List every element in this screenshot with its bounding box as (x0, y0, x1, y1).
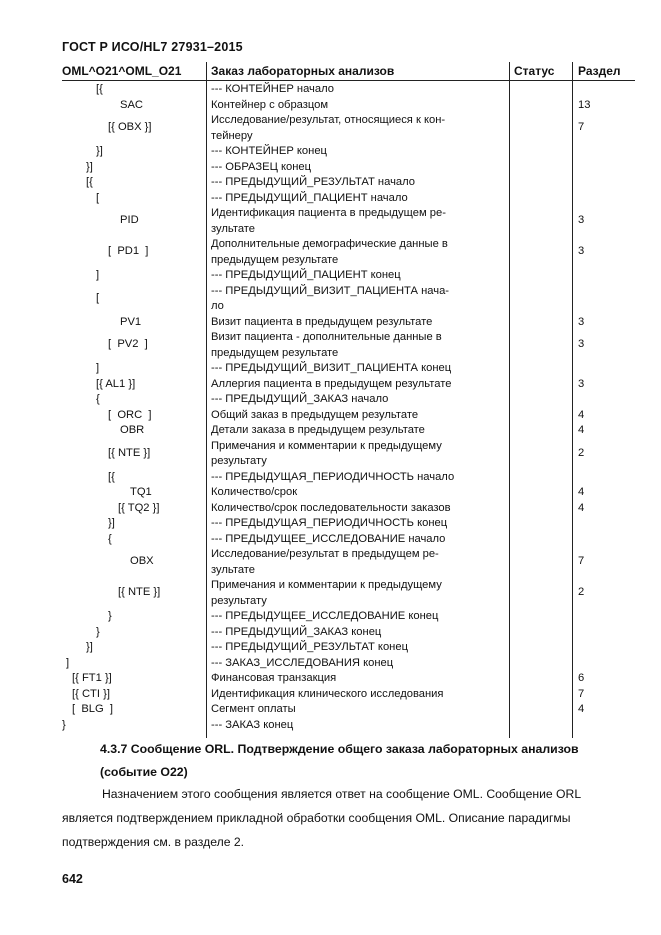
segment-cell: OBR (120, 424, 145, 436)
section-heading-line: 4.3.7 Сообщение ORL. Подтверждение общего заказа лабораторных анализов (100, 742, 579, 756)
message-structure-table (62, 62, 635, 731)
description-cell: --- ЗАКАЗ конец (211, 718, 294, 731)
document-header: ГОСТ Р ИСО/HL7 27931–2015 (62, 40, 243, 54)
segment-cell: [ PV2 ] (108, 338, 148, 350)
description-cell: --- ПРЕДЫДУЩЕЕ_ИССЛЕДОВАНИЕ конец (211, 610, 439, 622)
table-row (62, 377, 635, 393)
table-row (62, 609, 635, 625)
table-row (62, 516, 635, 532)
table-row (62, 718, 635, 734)
description-cell: Общий заказ в предыдущем результате (211, 408, 419, 421)
segment-cell: [ (96, 291, 100, 304)
description-cell: --- ЗАКАЗ_ИССЛЕДОВАНИЯ конец (211, 656, 394, 669)
section-ref-cell: 4 (578, 703, 585, 715)
segment-cell: [{ (108, 470, 115, 483)
table-row (62, 98, 635, 114)
segment-cell: ] (96, 362, 100, 374)
table-row (62, 625, 635, 641)
segment-cell: PID (120, 214, 139, 226)
column-header-section: Раздел (578, 64, 621, 78)
section-ref-cell: 3 (578, 377, 585, 390)
table-row (62, 175, 635, 191)
table-row (62, 330, 635, 361)
column-header-status: Статус (514, 64, 555, 78)
section-ref-cell: 4 (578, 408, 585, 421)
segment-cell: }] (96, 145, 103, 157)
table-row (62, 160, 635, 176)
description-cell: Примечания и комментарии к предыдущему результату (211, 439, 442, 467)
section-ref-cell: 4 (578, 486, 585, 498)
description-cell: Примечания и комментарии к предыдущему результату (211, 579, 442, 607)
description-cell: Визит пациента - дополнительные данные в предыдущем результате (211, 331, 442, 359)
table-row (62, 237, 635, 268)
column-divider (572, 62, 573, 738)
segment-cell: [{ TQ2 }] (118, 501, 160, 514)
table-row (62, 268, 635, 284)
table-row (62, 284, 635, 315)
table-row (62, 392, 635, 408)
segment-cell: [ BLG ] (72, 703, 114, 715)
description-cell: --- КОНТЕЙНЕР конец (211, 145, 327, 157)
section-ref-cell: 7 (578, 687, 585, 700)
table-row (62, 439, 635, 470)
table-row (62, 408, 635, 424)
table-row (62, 702, 635, 718)
segment-cell: ] (66, 656, 70, 669)
table-row (62, 532, 635, 548)
segment-cell: }] (86, 641, 93, 653)
column-header-segment: OML^O21^OML_O21 (62, 64, 182, 78)
description-cell: --- ПРЕДЫДУЩАЯ_ПЕРИОДИЧНОСТЬ начало (211, 470, 455, 483)
table-row (62, 315, 635, 331)
table-row (62, 423, 635, 439)
segment-cell: [{ NTE }] (108, 446, 151, 459)
description-cell: Исследование/результат, относящиеся к кон- тейнеру (211, 114, 446, 142)
section-ref-cell: 7 (578, 555, 585, 567)
segment-cell: [{ (96, 83, 103, 95)
body-paragraph (62, 782, 635, 854)
description-cell: Детали заказа в предыдущем результате (211, 424, 425, 436)
segment-cell: }] (86, 160, 93, 173)
table-row (62, 578, 635, 609)
segment-cell: } (108, 610, 112, 622)
table-row (62, 687, 635, 703)
table-row (62, 640, 635, 656)
description-cell: --- ПРЕДЫДУЩИЙ_ВИЗИТ_ПАЦИЕНТА нача- ло (211, 284, 450, 312)
segment-cell: [ (96, 191, 100, 204)
table-row (62, 113, 635, 144)
page-number: 642 (62, 872, 83, 886)
section-ref-cell: 3 (578, 214, 585, 226)
table-row (62, 485, 635, 501)
description-cell: Дополнительные демографические данные в предыдущем результате (211, 238, 448, 266)
segment-cell: [{ NTE }] (118, 586, 161, 598)
description-cell: Аллергия пациента в предыдущем результате (211, 377, 452, 390)
segment-cell: TQ1 (130, 486, 152, 498)
description-cell: --- ПРЕДЫДУЩИЙ_ПАЦИЕНТ начало (211, 191, 408, 204)
description-cell: Финансовая транзакция (211, 672, 337, 684)
segment-cell: } (96, 625, 100, 638)
description-cell: --- ПРЕДЫДУЩИЙ_РЕЗУЛЬТАТ конец (211, 641, 408, 653)
description-cell: --- ПРЕДЫДУЩИЙ_ПАЦИЕНТ конец (211, 269, 401, 281)
table-row (62, 656, 635, 672)
description-cell: --- ПРЕДЫДУЩИЙ_РЕЗУЛЬТАТ начало (211, 176, 416, 188)
segment-cell: [{ OBX }] (108, 121, 152, 133)
section-ref-cell: 2 (578, 446, 585, 459)
section-heading-line: (событие O22) (100, 765, 188, 779)
description-cell: Сегмент оплаты (211, 703, 296, 715)
section-ref-cell: 4 (578, 424, 585, 436)
description-cell: --- ПРЕДЫДУЩАЯ_ПЕРИОДИЧНОСТЬ конец (211, 517, 448, 529)
table-row (62, 470, 635, 486)
segment-cell: { (108, 532, 112, 545)
column-header-description: Заказ лабораторных анализов (211, 64, 395, 78)
description-cell: Контейнер с образцом (211, 98, 329, 111)
section-ref-cell: 13 (578, 98, 591, 111)
section-ref-cell: 4 (578, 501, 585, 514)
segment-cell: [{ (86, 176, 93, 188)
description-cell: Количество/срок (211, 486, 298, 498)
table-row (62, 191, 635, 207)
segment-cell: } (62, 718, 66, 731)
description-cell: --- КОНТЕЙНЕР начало (211, 83, 334, 95)
segment-cell: [{ CTI }] (72, 687, 110, 700)
table-row (62, 144, 635, 160)
description-cell: Визит пациента в предыдущем результате (211, 315, 433, 328)
section-ref-cell: 3 (578, 315, 585, 328)
segment-cell: { (96, 393, 100, 405)
table-body (62, 82, 635, 733)
description-cell: Идентификация клинического исследования (211, 687, 444, 700)
table-row (62, 361, 635, 377)
description-cell: --- ПРЕДЫДУЩЕЕ_ИССЛЕДОВАНИЕ начало (211, 532, 446, 545)
segment-cell: PV1 (120, 315, 142, 328)
segment-cell: OBX (130, 555, 154, 567)
section-ref-cell: 3 (578, 338, 585, 350)
column-divider (206, 62, 207, 738)
description-cell: Количество/срок последовательности заказов (211, 501, 451, 514)
description-cell: --- ПРЕДЫДУЩИЙ_ЗАКАЗ конец (211, 625, 382, 638)
section-heading (100, 738, 635, 784)
table-row (62, 671, 635, 687)
description-cell: Исследование/результат в предыдущем ре- зультате (211, 548, 439, 576)
description-cell: Идентификация пациента в предыдущем ре- зультате (211, 207, 446, 235)
table-header (62, 62, 635, 81)
segment-cell: }] (108, 517, 115, 529)
column-divider (509, 62, 510, 738)
section-ref-cell: 6 (578, 672, 585, 684)
description-cell: --- ОБРАЗЕЦ конец (211, 160, 312, 173)
paragraph-text: Назначением этого сообщения является ответ на сообщение OML. Сообщение ORL является подтверждением прикладной обработки сообщения OML. Описание парадигмы подтверждения см. в разделе 2. (62, 787, 581, 849)
table-row (62, 547, 635, 578)
description-cell: --- ПРЕДЫДУЩИЙ_ВИЗИТ_ПАЦИЕНТА конец (211, 362, 452, 374)
table-row (62, 501, 635, 517)
segment-cell: [ ORC ] (108, 408, 152, 421)
segment-cell: [{ AL1 }] (96, 377, 136, 390)
segment-cell: SAC (120, 98, 144, 111)
section-ref-cell: 7 (578, 121, 585, 133)
segment-cell: ] (96, 269, 100, 281)
section-ref-cell: 2 (578, 586, 585, 598)
table-row (62, 206, 635, 237)
table-row (62, 82, 635, 98)
segment-cell: [ PD1 ] (108, 245, 149, 257)
section-ref-cell: 3 (578, 245, 585, 257)
segment-cell: [{ FT1 }] (72, 672, 112, 684)
description-cell: --- ПРЕДЫДУЩИЙ_ЗАКАЗ начало (211, 393, 389, 405)
